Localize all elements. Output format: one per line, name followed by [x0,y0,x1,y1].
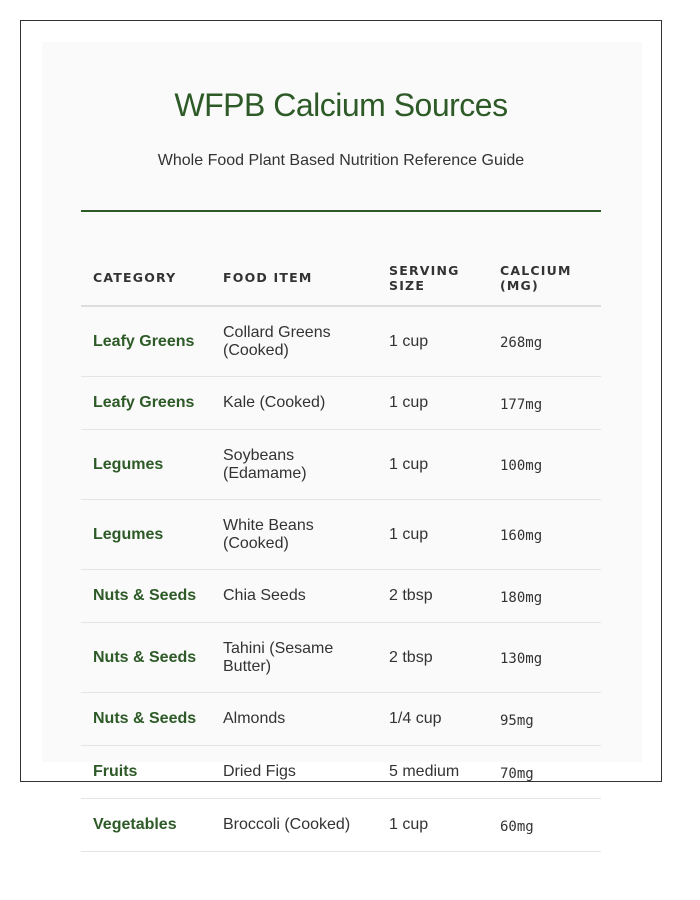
serving-size-cell: 2 tbsp [377,623,488,693]
serving-size-cell: 5 medium [377,746,488,799]
calcium-cell: 95mg [488,693,601,746]
page-frame [20,20,662,835]
calcium-cell: 268mg [488,306,601,377]
serving-size-cell: 1 cup [377,306,488,377]
category-cell: Nuts & Seeds [81,623,211,693]
serving-size-cell: 2 tbsp [377,570,488,623]
food-item-cell: White Beans (Cooked) [211,500,377,570]
calcium-cell: 130mg [488,623,601,693]
table-row [81,623,601,693]
table-row [81,746,601,799]
divider [81,210,601,212]
food-item-cell: Dried Figs [211,746,377,799]
serving-size-cell: 1/4 cup [377,693,488,746]
page-subtitle: Whole Food Plant Based Nutrition Reference Guide [157,152,525,169]
serving-size-cell: 1 cup [377,377,488,430]
calcium-cell: 180mg [488,570,601,623]
calcium-cell: 70mg [488,746,601,799]
calcium-cell: 60mg [488,799,601,852]
header-calcium: CALCIUM (MG) [488,250,601,306]
table-row [81,430,601,500]
header-food-item: FOOD ITEM [211,250,377,306]
category-cell: Vegetables [81,799,211,852]
table-row [81,693,601,746]
category-cell: Legumes [81,500,211,570]
category-cell: Leafy Greens [81,306,211,377]
food-item-cell: Collard Greens (Cooked) [211,306,377,377]
category-cell: Nuts & Seeds [81,570,211,623]
table-row [81,570,601,623]
food-item-cell: Broccoli (Cooked) [211,799,377,852]
category-cell: Legumes [81,430,211,500]
calcium-cell: 100mg [488,430,601,500]
food-item-cell: Tahini (Sesame Butter) [211,623,377,693]
table-row [81,306,601,377]
table-row [81,799,601,852]
table-row [81,377,601,430]
category-cell: Leafy Greens [81,377,211,430]
food-item-cell: Kale (Cooked) [211,377,377,430]
header-serving-size: SERVING SIZE [377,250,488,306]
food-item-cell: Soybeans (Edamame) [211,430,377,500]
calcium-cell: 177mg [488,377,601,430]
food-item-cell: Chia Seeds [211,570,377,623]
table-row [81,500,601,570]
header-category: CATEGORY [81,250,211,306]
serving-size-cell: 1 cup [377,799,488,852]
serving-size-cell: 1 cup [377,500,488,570]
table-header [81,250,601,306]
serving-size-cell: 1 cup [377,430,488,500]
food-item-cell: Almonds [211,693,377,746]
page-title: WFPB Calcium Sources [174,87,508,123]
category-cell: Fruits [81,746,211,799]
calcium-table [81,250,601,852]
calcium-cell: 160mg [488,500,601,570]
category-cell: Nuts & Seeds [81,693,211,746]
